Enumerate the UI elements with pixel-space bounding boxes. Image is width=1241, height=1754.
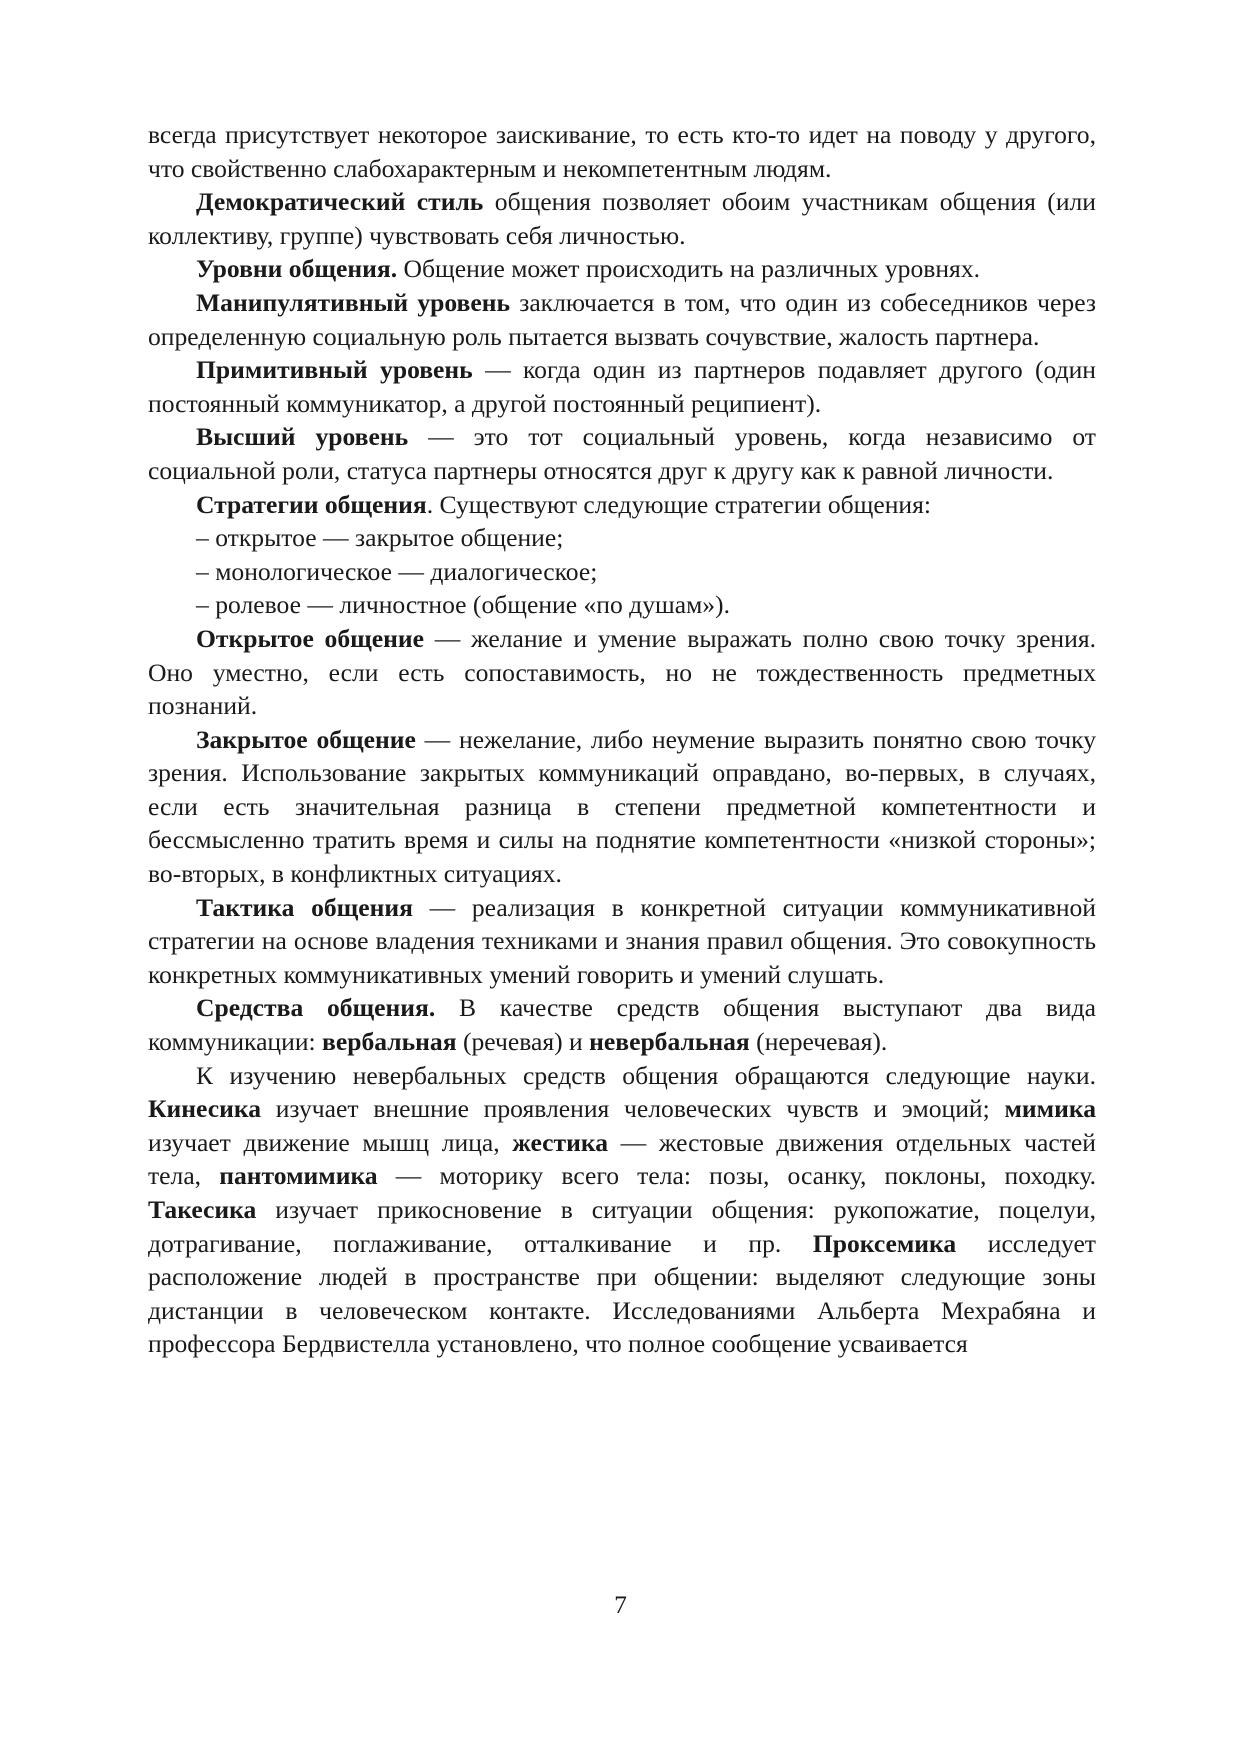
bold-term: Стратегии общения: [196, 489, 427, 519]
text-run: — желание и умение выражать полно свою точку зрения. Оно уместно, если есть сопоставимость, но не тождественность предметных познаний.: [148, 623, 1096, 721]
text-run: — это тот социальный уровень, когда независимо от социальной роли, статуса партнеры относятся друг к другу как к равной личности.: [148, 422, 1096, 485]
paragraph: [148, 353, 1096, 420]
bold-term: невербальная: [589, 1027, 750, 1057]
page-body-text: [148, 118, 1096, 1361]
bold-term: Закрытое общение: [196, 724, 416, 754]
paragraph: [148, 723, 1096, 891]
text-run: — жестовые движения отдельных частей тела,: [148, 1127, 1096, 1191]
bold-term: вербальная: [322, 1027, 457, 1057]
list-item: [148, 521, 1096, 555]
paragraph: [148, 252, 1096, 286]
text-run: В качестве средств общения выступают два вида коммуникации:: [148, 993, 1096, 1057]
text-run: – открытое — закрытое общение;: [196, 523, 564, 553]
text-run: заключается в том, что один из собеседников через определенную социальную роль пытается вызвать сочувствие, жалость партнера.: [148, 287, 1096, 351]
paragraph: [148, 891, 1096, 992]
text-run: – ролевое — личностное (общение «по душам»).: [196, 590, 730, 620]
bold-term: Манипулятивный уровень: [196, 287, 511, 317]
text-run: (речевая) и: [456, 1027, 590, 1057]
paragraph: [148, 420, 1096, 487]
text-run: — моторику всего тела: позы, осанку, поклоны, походку.: [377, 1161, 1096, 1191]
text-run: — реализация в конкретной ситуации коммуникативной стратегии на основе владения техниками и знания правил общения. Это совокупность конкретных коммуникативных умений говорить и умений слушать.: [148, 892, 1097, 989]
bold-term: жестика: [512, 1127, 609, 1157]
text-run: изучает внешние проявления человеческих чувств и эмоций;: [261, 1094, 1005, 1124]
text-run: всегда присутствует некоторое заискивание, то есть кто-то идет на поводу у другого, что свойственно слабохарактерным и некомпетентным людям.: [148, 120, 1096, 183]
bold-term: Средства общения.: [196, 993, 436, 1023]
page-number: 7: [614, 1590, 627, 1619]
bold-term: Высший уровень: [196, 422, 409, 452]
text-run: Общение может происходить на различных уровнях.: [397, 254, 981, 284]
paragraph: [148, 991, 1096, 1058]
text-run: изучает движение мышц лица,: [148, 1127, 513, 1157]
text-run: изучает прикосновение в ситуации общения: рукопожатие, поцелуи, дотрагивание, поглаживание, отталкивание и пр.: [148, 1195, 1096, 1258]
text-run: — когда один из партнеров подавляет другого (один постоянный коммуникатор, а другой постоянный реципиент).: [148, 355, 1096, 418]
paragraph: [148, 286, 1096, 353]
paragraph: [148, 185, 1096, 252]
paragraph: [148, 488, 1096, 522]
text-run: общения позволяет обоим участникам общения (или коллективу, группе) чувствовать себя личностью.: [148, 187, 1096, 250]
bold-term: Проксемика: [812, 1228, 957, 1258]
bold-term: Уровни общения.: [196, 254, 398, 284]
text-run: К изучению невербальных средств общения обращаются следующие науки.: [196, 1060, 1096, 1090]
paragraph: [148, 118, 1096, 185]
bold-term: пантомимика: [219, 1161, 378, 1191]
text-run: . Существуют следующие стратегии общения:: [426, 489, 932, 519]
bold-term: Такесика: [148, 1195, 257, 1224]
bold-term: мимика: [1004, 1094, 1096, 1124]
bold-term: Открытое общение: [196, 623, 424, 653]
bold-term: Примитивный уровень: [196, 355, 473, 385]
list-item: [148, 588, 1096, 622]
bold-term: Кинесика: [148, 1094, 261, 1124]
paragraph: [148, 622, 1096, 723]
bold-term: Тактика общения: [196, 892, 413, 922]
bold-term: Демократический стиль: [196, 187, 484, 217]
text-run: – монологическое — диалогическое;: [196, 556, 598, 586]
text-run: исследует расположение людей в пространстве при общении: выделяют следующие зоны дистанции в человеческом контакте. Исследованиями Альберта Мехрабяна и профессора Бердвистелла установлено, что полное сообщение усваивается: [148, 1228, 1096, 1359]
text-run: (неречевая).: [749, 1027, 888, 1057]
text-run: — нежелание, либо неумение выразить понятно свою точку зрения. Использование закрытых коммуникаций оправдано, во-первых, в случаях, если есть значительная разница в степени предметной компетентности и бессмысленно тратить время и силы на поднятие компетентности «низкой стороны»; во-вторых, в конфликтных ситуациях.: [148, 724, 1096, 889]
paragraph: [148, 1059, 1096, 1361]
list-item: [148, 555, 1096, 589]
